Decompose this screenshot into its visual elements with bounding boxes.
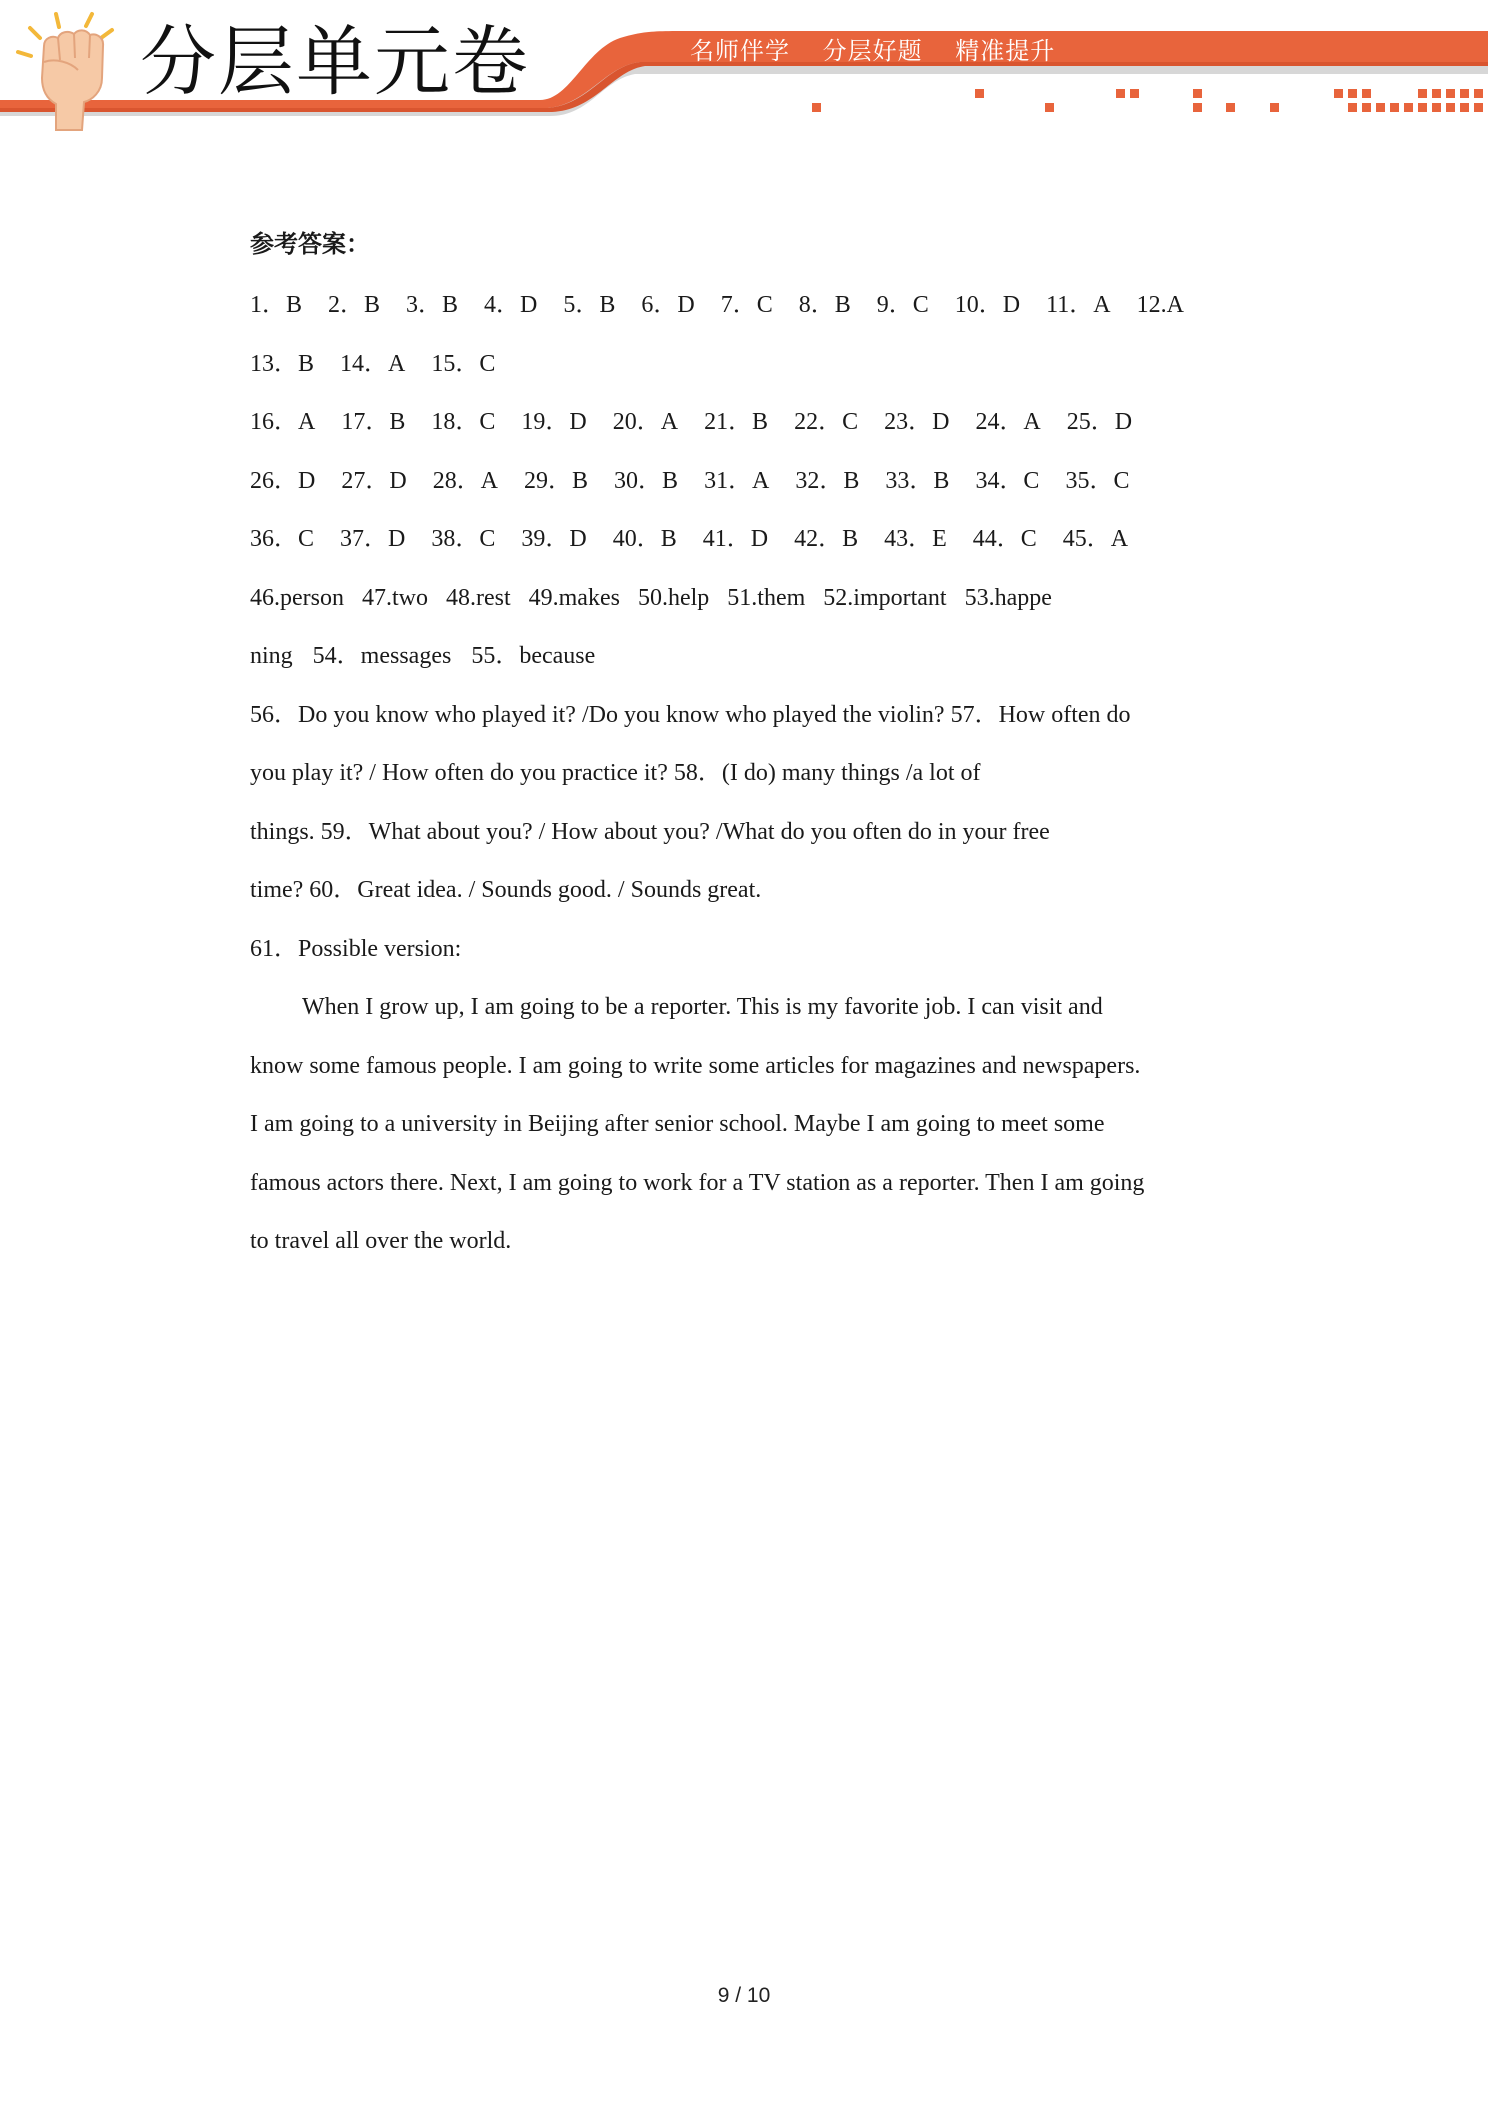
answer-item: 40．B: [612, 526, 677, 552]
page-number: 9 / 10: [717, 1984, 771, 2007]
text-line: time? 60．Great idea. / Sounds good. / Sounds great.: [250, 877, 762, 903]
answer-item: 28．A: [432, 467, 499, 494]
text-line: things. 59．What about you? / How about you? /What do you often do in your free: [250, 818, 1050, 845]
answer-item: 3．B: [406, 292, 459, 318]
answer-item: 21．B: [704, 409, 769, 435]
answer-item: 13．B: [250, 350, 315, 377]
answer-item: 48.rest: [445, 584, 511, 611]
answer-item: 7．C: [720, 292, 773, 318]
answer-item: 26．D: [250, 467, 316, 494]
answer-content: [250, 218, 1250, 1271]
answers-heading: 参考答案：: [250, 229, 370, 258]
essay-line: famous actors there. Next, I am going to work for a TV station as a reporter. Then I am going: [250, 1169, 1145, 1196]
answer-key: [250, 276, 1250, 686]
essay-line: to travel all over the world.: [250, 1228, 512, 1254]
answer-row: [250, 569, 1250, 628]
answer-item: 16．A: [250, 409, 316, 435]
answer-item: 14．A: [340, 350, 406, 377]
slogan-item: 名师伴学: [690, 37, 790, 65]
answer-item: 53.happe: [964, 584, 1052, 611]
essay-line: When I grow up, I am going to be a reporter. This is my favorite job. I can visit and: [302, 994, 1103, 1020]
answer-row: [250, 276, 1250, 335]
answer-item: 23．D: [884, 409, 950, 435]
answer-item: 25．D: [1066, 409, 1133, 435]
answer-item: ning: [250, 643, 293, 669]
answer-item: 12.A: [1136, 292, 1184, 318]
answer-item: 38．C: [431, 526, 496, 552]
answer-item: 50.help: [637, 584, 710, 611]
answer-item: 30．B: [614, 467, 679, 494]
answer-item: 19．D: [521, 409, 587, 435]
page-header: [0, 0, 1488, 140]
answer-item: 49.makes: [528, 584, 620, 611]
answer-item: 4．D: [484, 292, 538, 318]
answer-item: 52.important: [823, 584, 947, 611]
answer-item: 42．B: [794, 526, 859, 552]
pixel-decoration: [812, 89, 1483, 112]
answer-item: 46.person: [250, 584, 344, 611]
answer-item: 6．D: [641, 292, 695, 318]
answer-item: 24．A: [975, 409, 1041, 435]
answer-item: 35．C: [1065, 467, 1130, 494]
answer-item: 32．B: [795, 467, 860, 494]
answer-item: 17．B: [341, 409, 406, 435]
answer-item: 41．D: [702, 526, 769, 552]
answer-item: 51.them: [727, 584, 806, 611]
essay-line: know some famous people. I am going to write some articles for magazines and newspapers.: [250, 1052, 1141, 1079]
essay-line: I am going to a university in Beijing after senior school. Maybe I am going to meet some: [250, 1111, 1105, 1137]
answer-item: 15．C: [431, 350, 496, 377]
answer-item: 22．C: [794, 409, 859, 435]
answer-item: 43．E: [884, 526, 947, 552]
answer-item: 33．B: [885, 467, 950, 494]
answer-item: 5．B: [563, 292, 616, 318]
answer-item: 34．C: [975, 467, 1040, 494]
text-line: 61．Possible version:: [250, 935, 462, 962]
text-line: 56．Do you know who played it? /Do you know who played the violin? 57．How often do: [250, 701, 1131, 728]
slogan-item: 精准提升: [955, 37, 1056, 65]
answer-item: 44．C: [972, 526, 1037, 552]
answer-item: 37．D: [340, 526, 406, 552]
answer-item: 1．B: [250, 292, 303, 318]
text-line: you play it? / How often do you practice it? 58．(I do) many things /a lot of: [250, 760, 981, 786]
answer-item: 10．D: [954, 292, 1021, 318]
answer-row: [250, 335, 1250, 394]
answer-item: 2．B: [328, 292, 381, 318]
answer-row: [250, 627, 1250, 686]
answer-row: [250, 452, 1250, 511]
brand-title: 分层单元卷: [140, 17, 530, 106]
answer-item: 9．C: [876, 292, 929, 318]
answer-item: 11．A: [1046, 292, 1111, 318]
answer-item: 39．D: [521, 526, 587, 552]
written-answers: [250, 686, 1250, 979]
answer-item: 54．messages: [312, 643, 452, 669]
answer-item: 45．A: [1062, 526, 1129, 552]
answer-item: 47.two: [361, 584, 428, 611]
answer-item: 18．C: [431, 409, 496, 435]
answer-item: 8．B: [798, 292, 851, 318]
answer-item: 31．A: [704, 467, 770, 494]
slogan-item: 分层好题: [822, 37, 923, 65]
slogan: [690, 33, 1079, 69]
answer-row: [250, 393, 1250, 452]
answer-row: [250, 510, 1250, 569]
answer-item: 29．B: [524, 467, 589, 494]
answer-item: 27．D: [341, 467, 407, 494]
essay: [250, 978, 1250, 1271]
answer-item: 55．because: [471, 643, 596, 669]
answer-item: 20．A: [612, 409, 679, 435]
answer-item: 36．C: [250, 526, 315, 552]
